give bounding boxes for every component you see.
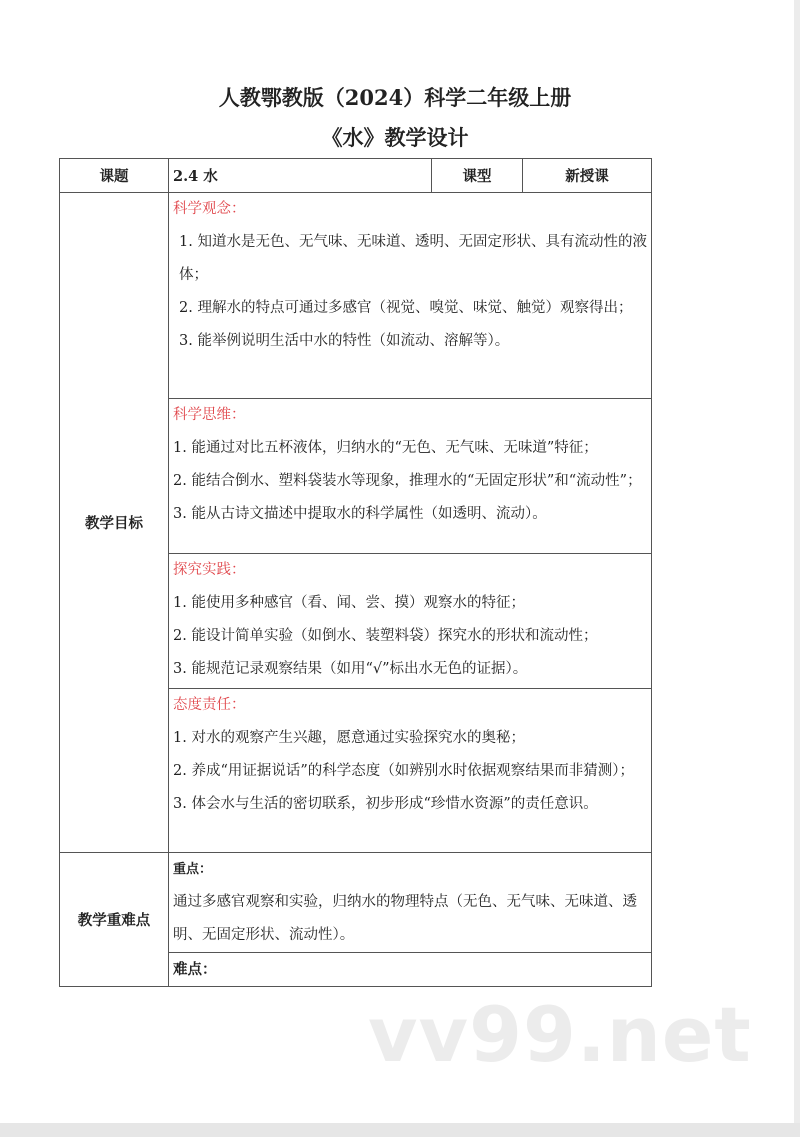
goal-item: 1. 能使用多种感官（看、闻、尝、摸）观察水的特征； (173, 595, 525, 611)
section-heading: 科学观念： (173, 201, 246, 217)
goal-item: 2. 理解水的特点可通过多感官（视觉、嗅觉、味觉、触觉）观察得出； (179, 300, 633, 316)
lesson-plan-table (59, 158, 652, 987)
goal-item: 3. 能从古诗文描述中提取水的科学属性（如透明、流动）。 (173, 506, 547, 522)
key-text: 通过多感官观察和实验，归纳水的物理特点（无色、无气味、无味道、透明、无固定形状、流动性）。 (173, 894, 637, 943)
page-edge-right (794, 0, 800, 1137)
section-heading: 态度责任： (173, 697, 246, 713)
goal-item: 2. 能结合倒水、塑料袋装水等现象，推理水的“无固定形状”和“流动性”； (173, 473, 642, 489)
goals-label: 教学目标 (60, 193, 169, 853)
key-point-cell (169, 853, 652, 953)
goal-item: 1. 能通过对比五杯液体，归纳水的“无色、无气味、无味道”特征； (173, 440, 598, 456)
difficult-heading: 难点： (173, 961, 217, 978)
goal-item: 2. 养成“用证据说话”的科学态度（如辨别水时依据观察结果而非猜测）； (173, 763, 635, 779)
key-points-row (60, 853, 652, 953)
goal-section-practice (169, 554, 652, 689)
type-label: 课型 (432, 159, 523, 193)
section-heading: 科学思维： (173, 407, 246, 423)
page-edge-bottom (0, 1123, 800, 1137)
goal-section-thinking (169, 399, 652, 554)
goal-item: 1. 知道水是无色、无气味、无味道、透明、无固定形状、具有流动性的液体； (179, 234, 647, 283)
goal-section-concept (169, 193, 652, 399)
type-value: 新授课 (523, 159, 652, 193)
header-row (60, 159, 652, 193)
goal-section-attitude (169, 689, 652, 853)
watermark: vv99.net (368, 990, 752, 1079)
goal-item: 2. 能设计简单实验（如倒水、装塑料袋）探究水的形状和流动性； (173, 628, 598, 644)
topic-value: 2.4 水 (169, 159, 432, 193)
goal-item: 3. 能举例说明生活中水的特性（如流动、溶解等）。 (179, 333, 510, 349)
topic-label: 课题 (60, 159, 169, 193)
goal-item: 3. 能规范记录观察结果（如用“√”标出水无色的证据）。 (173, 661, 528, 677)
key-points-label: 教学重难点 (60, 853, 169, 987)
document-title: 人教鄂教版（2024）科学二年级上册 (218, 85, 572, 110)
goals-row (60, 193, 652, 399)
goal-item: 1. 对水的观察产生兴趣，愿意通过实验探究水的奥秘； (173, 730, 525, 746)
key-heading: 重点： (173, 862, 213, 877)
goal-item: 3. 体会水与生活的密切联系，初步形成“珍惜水资源”的责任意识。 (173, 796, 598, 812)
difficult-point-cell (169, 953, 652, 987)
document-subtitle: 《水》教学设计 (321, 125, 469, 150)
section-heading: 探究实践： (173, 562, 246, 578)
